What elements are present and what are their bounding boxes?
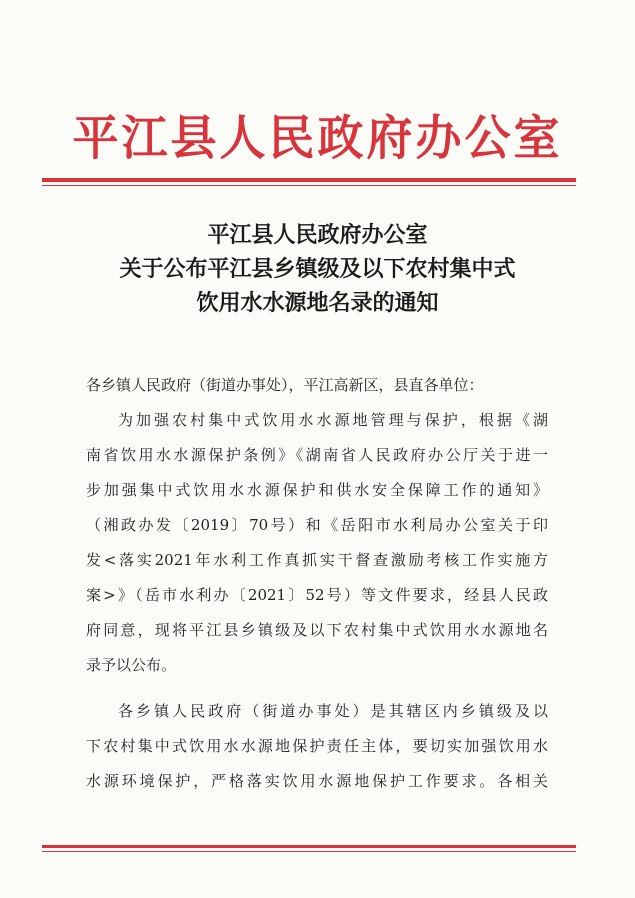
paragraph-line: 府同意，现将平江县乡镇级及以下农村集中式饮用水水源地名: [86, 621, 548, 639]
paragraph-2: [86, 694, 548, 799]
paragraph-line: 各乡镇人民政府（街道办事处）是其辖区内乡镇级及以: [118, 702, 548, 720]
footer-rule-thin: [42, 851, 576, 852]
paragraph-line: 案>》（岳市水利办〔2021〕52号）等文件要求，经县人民政: [86, 586, 548, 604]
letterhead-rule-thick: [42, 178, 576, 182]
letterhead-title: 平江县人民政府办公室: [72, 109, 563, 167]
paragraph-line: 水源环境保护，严格落实饮用水源地保护工作要求。各相关: [86, 772, 548, 790]
letterhead-rule-thin: [42, 185, 576, 186]
paragraph-line: 下农村集中式饮用水水源地保护责任主体，要切实加强饮用水: [86, 737, 548, 755]
paragraph-line: 南省饮用水水源保护条例》《湖南省人民政府办公厅关于进一: [86, 446, 548, 464]
paragraph-1: [86, 403, 548, 683]
paragraph-line: 步加强集中式饮用水水源保护和供水安全保障工作的通知》: [86, 481, 548, 499]
salutation: 各乡镇人民政府（街道办事处），平江高新区，县直各单位：: [86, 376, 484, 394]
document-body: [86, 368, 548, 799]
title-line: 饮用水水源地名录的通知: [196, 290, 439, 316]
paragraph-gap: [86, 683, 548, 694]
paragraph-line: 录予以公布。: [86, 656, 177, 674]
footer-rule-thick: [42, 845, 576, 848]
paragraph-line: （湘政办发〔2019〕70号）和《岳阳市水利局办公室关于印: [86, 516, 548, 534]
title-line: 平江县人民政府办公室: [207, 222, 428, 248]
title-line: 关于公布平江县乡镇级及以下农村集中式: [119, 256, 516, 282]
document-title: [0, 218, 635, 320]
paragraph-line: 发<落实2021年水利工作真抓实干督查激励考核工作实施方: [86, 551, 548, 569]
paragraph-line: 为加强农村集中式饮用水水源地管理与保护，根据《湖: [118, 411, 548, 429]
